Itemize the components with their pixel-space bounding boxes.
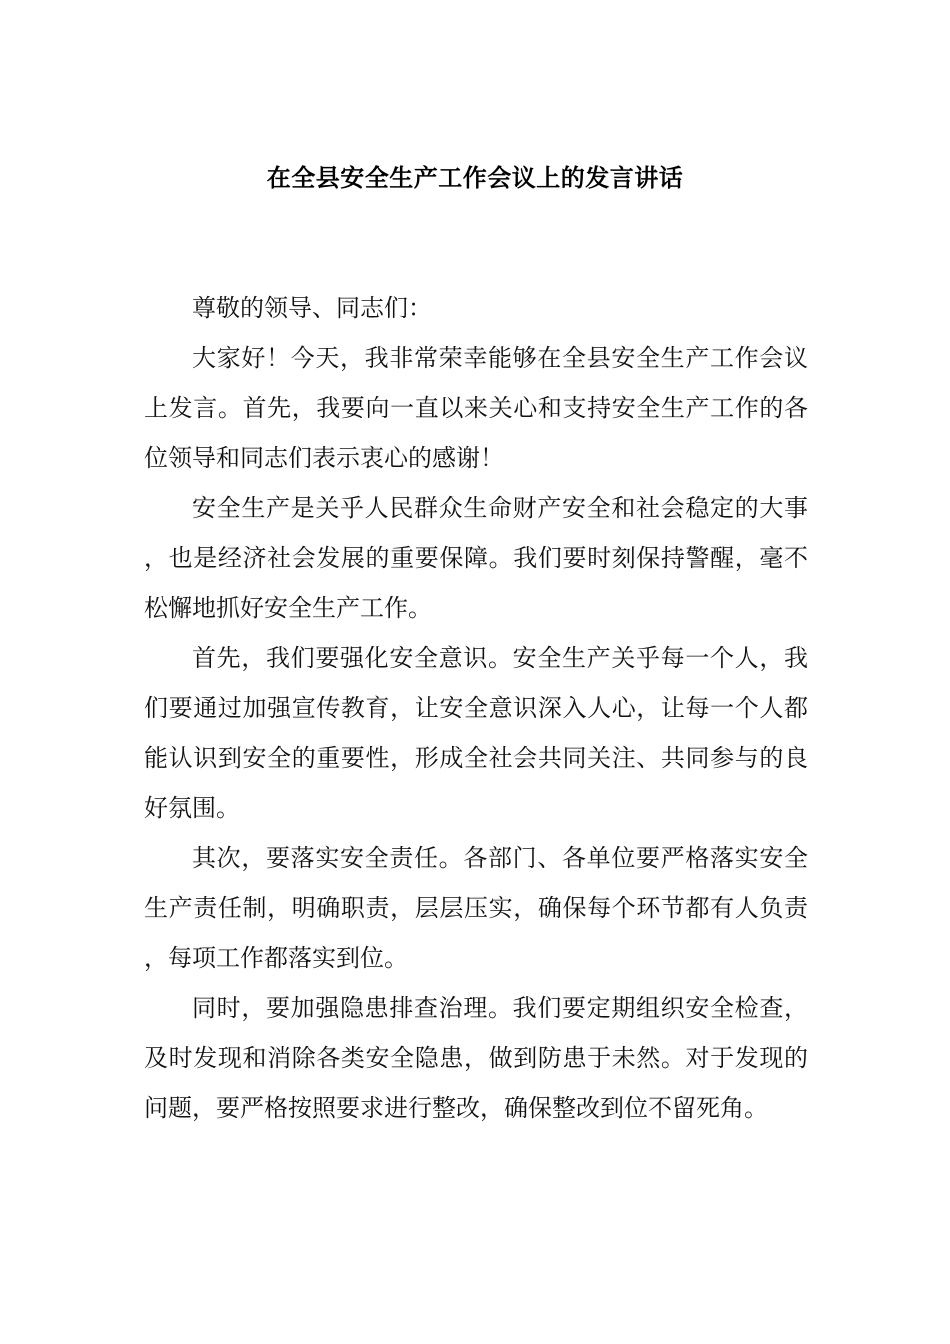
paragraph-4: 其次，要落实安全责任。各部门、各单位要严格落实安全生产责任制，明确职责，层层压实，确保每个环节都有人负责，每项工作都落实到位。 (144, 844, 808, 972)
paragraph-1: 大家好！今天，我非常荣幸能够在全县安全生产工作会议上发言。首先，我要向一直以来关心和支持安全生产工作的各位领导和同志们表示衷心的感谢！ (144, 344, 808, 472)
document-title: 在全县安全生产工作会议上的发言讲话 (266, 164, 684, 192)
paragraph-5: 同时，要加强隐患排查治理。我们要定期组织安全检查，及时发现和消除各类安全隐患，做到防患于未然。对于发现的问题，要严格按照要求进行整改，确保整改到位不留死角。 (144, 994, 808, 1122)
paragraph-3: 首先，我们要强化安全意识。安全生产关乎每一个人，我们要通过加强宣传教育，让安全意识深入人心，让每一个人都能认识到安全的重要性，形成全社会共同关注、共同参与的良好氛围。 (144, 644, 808, 822)
salutation: 尊敬的领导、同志们： (192, 294, 432, 322)
document-body (144, 283, 808, 1133)
paragraph-2: 安全生产是关乎人民群众生命财产安全和社会稳定的大事，也是经济社会发展的重要保障。我们要时刻保持警醒，毫不松懈地抓好安全生产工作。 (144, 494, 808, 622)
